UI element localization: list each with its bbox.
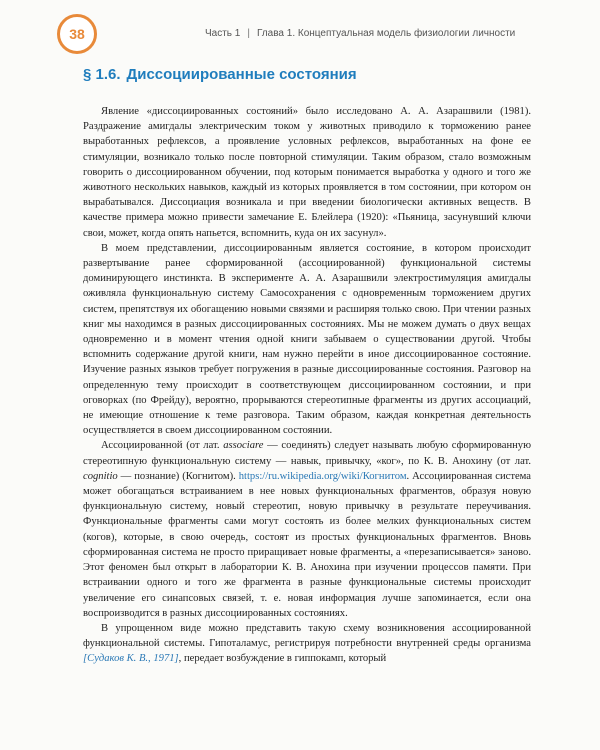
page-number-badge <box>57 14 97 54</box>
latin-word-cognitio: cognitio <box>83 470 118 482</box>
body-text <box>83 104 531 667</box>
section-heading <box>83 66 553 83</box>
latin-word-associare: associare <box>223 440 264 452</box>
p3-text-3: — познание) (Когнитом). <box>117 470 239 482</box>
paragraph-2: В моем представлении, диссоциированным является состояние, в котором происходит развертывание ранее сформированной (ассоциированной) функциональной системы доминирующего инстинкта. В эксперименте А. А. Азарашвили электростимуляция амигдалы оживляла функциональную систему Самосохранения с одновременным торможением других систем, препятствуя их обогащению новыми связями и расширяя только свою. При чтении разных книг мы находимся в разных диссоциированных состояниях. Мы не можем думать о двух вещах одновременно и в момент чтения одной книги забываем о существовании другой. Чтобы вспомнить содержание другой книги, нам нужно перейти в иное диссоциированное состояние. Изучение разных языков требует погружения в разные диссоциированные состояния. Разговор на определенную тему происходит в соответствующем диссоциированном состоянии, и при оговорках (по Фрейду), вероятно, прорываются стереотипные фрагменты из других ассоциаций, не имеющие отношение к теме разговора. Таким образом, каждая конкретная деятельность осуществляется в своем диссоциированном состоянии. <box>83 242 531 437</box>
paragraph-1: Явление «диссоциированных состояний» было исследовано А. А. Азарашвили (1981). Раздражение амигдалы электрическим током у животных приводило к торможению ранее выработанных рефлексов, а проявление условных рефлексов, выработанных на фоне ее стимуляции, возникало только после повторной стимуляции. Таким образом, стало возможным говорить о диссоциированном обучении, под которым понимается выработка у одного и того же животного нескольких навыков, каждый из которых проявляется в том состоянии, при котором он вырабатывался. Диссоциация возникала и при введении биологически активных веществ. В качестве примера можно привести замечание Е. Блейлера (1920): «Пьяница, засунувший ключи свои, может, когда опять напьется, вспомнить, куда он их засунул». <box>83 106 531 239</box>
p3-text-4: . Ассоциированная система может обогащаться встраиванием в нее новых функциональных фрагментов, образуя новую функциональную систему, новый стереотип, новую привычку в результате переучивания. Функциональные фрагменты сами могут состоять из более мелких функциональных систем (когов), которые, в свою очередь, состоят из простых функциональных фрагментов. Вновь сформированная система не просто приращивает новые фрагменты, а «перезаписывается» заново. Этот феномен был открыт в лаборатории К. В. Анохина при изучении процессов памяти. При встраивании одного и того же фрагмента в разные функциональные системы происходит увеличение его синапсовых связей, т. е. новая информация лучше запоминается, если она воспроизводится в разных диссоциированных состояниях. <box>83 470 531 619</box>
p3-text-2: — соединять) следует называть любую сформированную стереотипную функциональную систему — навык, привычку, «ког», по К. В. Анохину (от лат. <box>83 440 532 467</box>
p3-text-1: Ассоциированной (от лат. <box>101 440 224 452</box>
citation-link[interactable]: [Судаков К. В., 1971] <box>83 653 179 665</box>
wikipedia-link[interactable]: https://ru.wikipedia.org/wiki/Когнитом <box>238 470 407 482</box>
header-separator: | <box>247 28 250 39</box>
paragraph-4 <box>83 621 531 667</box>
header-part: Часть 1 <box>205 28 241 39</box>
p4-text-1: В упрощенном виде можно представить такую схему возникновения ассоциированной функциональной системы. Гипоталамус, регистрируя потребности внутренней среды организма <box>83 622 531 650</box>
running-header <box>205 28 535 39</box>
paragraph-3 <box>83 438 531 620</box>
section-title: Диссоциированные состояния <box>126 66 357 83</box>
header-chapter: Глава 1. Концептуальная модель физиологии личности <box>256 28 516 39</box>
section-number: § 1.6. <box>83 66 121 83</box>
page-number: 38 <box>69 26 85 42</box>
p4-text-2: , передает возбуждение в гиппокамп, который <box>178 653 387 665</box>
